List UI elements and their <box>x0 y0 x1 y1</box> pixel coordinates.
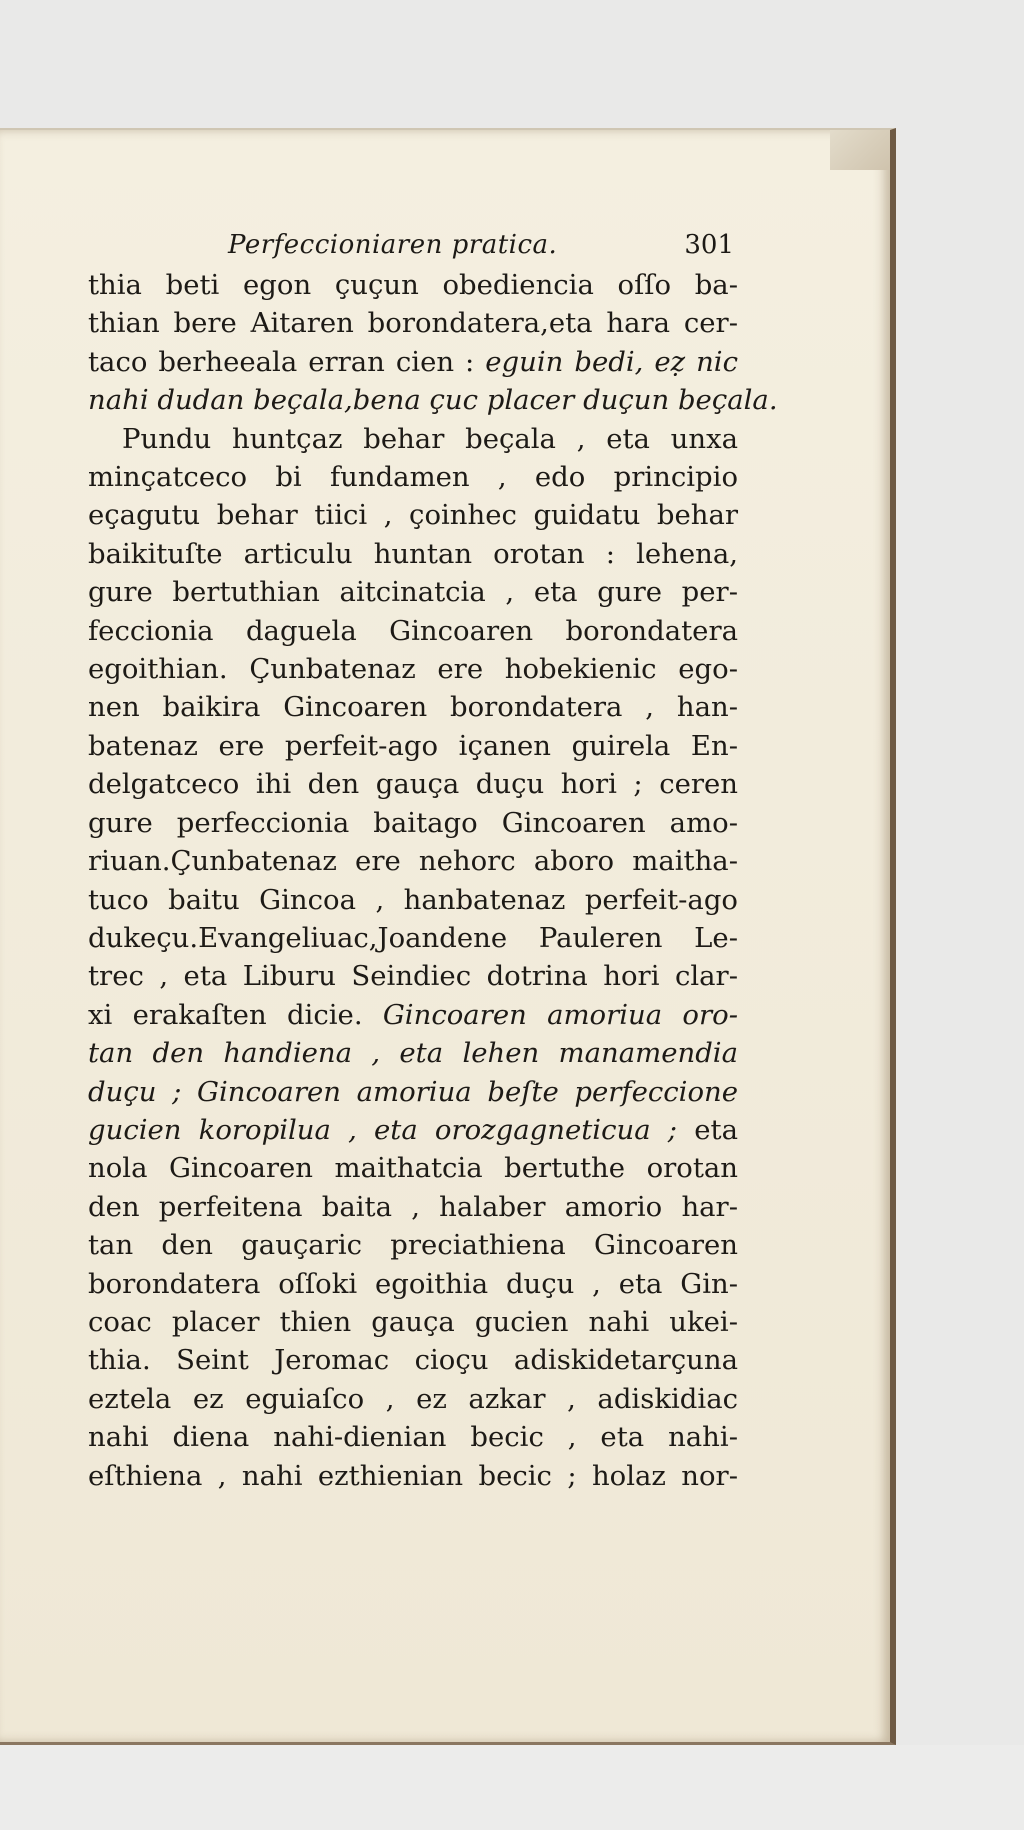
text-line: eſthiena , nahi ezthienian becic ; holaz nor- <box>88 1459 738 1492</box>
text-line: eztela ez eguiaſco , ez azkar , adiskidiac <box>88 1382 738 1415</box>
text-line: coac placer thien gauça gucien nahi ukei- <box>88 1305 738 1338</box>
text-line: tan den handiena , eta lehen manamendia <box>88 1037 738 1070</box>
text-line: thia. Seint Jeromac cioçu adiskidetarçuna <box>88 1344 738 1377</box>
text-line: nahi diena nahi-dienian becic , eta nahi- <box>88 1421 738 1454</box>
text-line: minçatceco bi fundamen , edo principio <box>88 461 738 494</box>
text-line: egoithian. Çunbatenaz ere hobekienic ego- <box>88 653 738 686</box>
text-segment: eta <box>694 1113 738 1146</box>
text-line: trec , eta Liburu Seindiec dotrina hori clar- <box>88 960 738 993</box>
text-line: dukeçu.Evangeliuac,Joandene Pauleren Le- <box>88 921 738 954</box>
text-line <box>88 343 738 381</box>
text-line: baikituſte articulu huntan orotan : lehena, <box>88 537 738 570</box>
italic-segment: eguin bedi, eẓ nic <box>485 345 738 378</box>
text-line: gure bertuthian aitcinatcia , eta gure per- <box>88 576 738 609</box>
text-line: den perfeitena baita , halaber amorio har- <box>88 1190 738 1223</box>
text-line: duçu ; Gincoaren amoriua beſte perfeccione <box>88 1075 738 1108</box>
text-line: tan den gauçaric preciathiena Gincoaren <box>88 1229 738 1262</box>
text-line: borondatera oſſoki egoithia duçu , eta Gin- <box>88 1267 738 1300</box>
text-line: tuco baitu Gincoa , hanbatenaz perfeit-ago <box>88 883 738 916</box>
italic-segment: gucien koropilua , eta orozgagneticua ; <box>88 1113 678 1146</box>
text-line: nahi dudan beçala,bena çuc placer duçun beçala. <box>88 384 778 417</box>
text-block <box>88 226 778 1495</box>
text-segment: xi erakaſten dicie. <box>88 998 363 1031</box>
page-number: 301 <box>684 230 734 260</box>
text-line: nen baikira Gincoaren borondatera , han- <box>88 691 738 724</box>
page-header <box>88 226 738 266</box>
text-line: riuan.Çunbatenaz ere nehorc aboro maitha- <box>88 845 738 878</box>
background-surface <box>0 1745 1024 1830</box>
text-line: delgatceco ihi den gauça duçu hori ; ceren <box>88 768 738 801</box>
text-line: thian bere Aitaren borondatera,eta hara cer- <box>88 307 738 340</box>
italic-segment: Gincoaren amoriua oro- <box>382 998 738 1031</box>
text-line: thia beti egon çuçun obediencia oſſo ba- <box>88 269 738 301</box>
text-line <box>88 1111 738 1149</box>
book-page <box>0 128 896 1745</box>
text-line: eçagutu behar tiici , çoinhec guidatu behar <box>88 499 738 532</box>
text-line <box>88 996 738 1034</box>
text-line: nola Gincoaren maithatcia bertuthe orotan <box>88 1152 738 1185</box>
running-title: Perfeccioniaren pratica. <box>228 230 558 260</box>
text-line: gure perfeccionia baitago Gincoaren amo- <box>88 806 738 839</box>
text-line: batenaz ere perfeit-ago içanen guirela En- <box>88 729 738 762</box>
page-corner <box>830 130 890 170</box>
text-line: feccionia daguela Gincoaren borondatera <box>88 614 738 647</box>
text-line: Pundu huntçaz behar beçala , eta unxa <box>122 422 738 455</box>
text-segment: taco berheeala erran cien : <box>88 345 475 378</box>
